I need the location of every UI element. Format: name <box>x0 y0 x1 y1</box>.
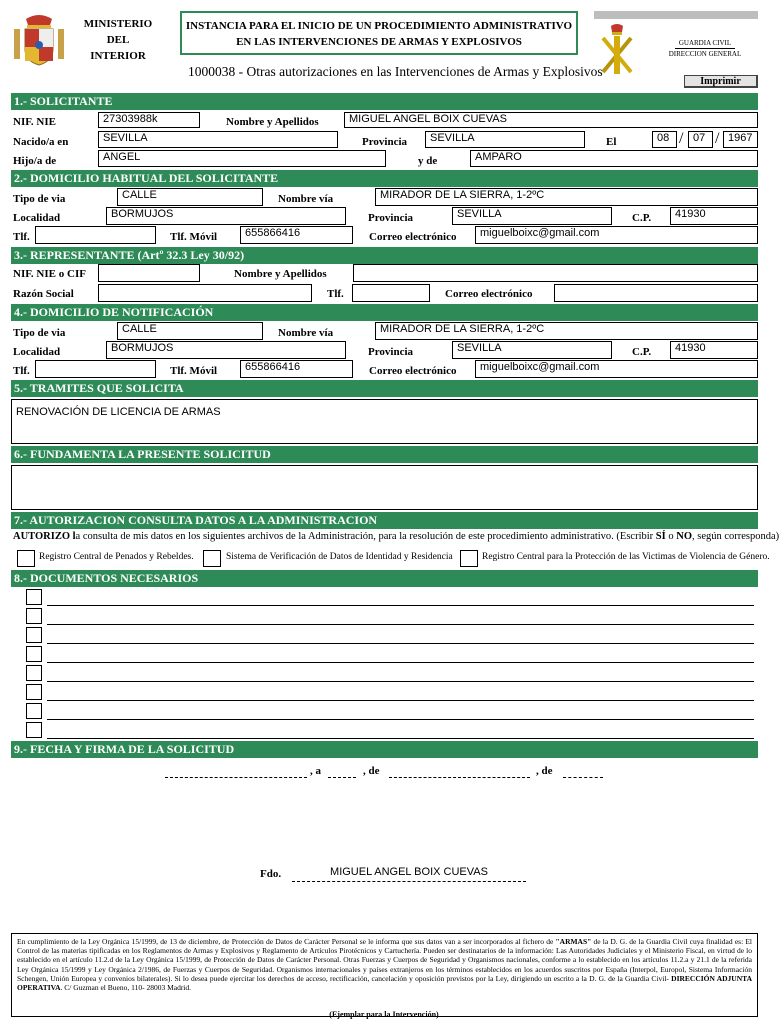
notice-part-1: En cumplimiento de la Ley Orgánica 15/1999, de 13 de diciembre, de Protección de Datos de Carácter Personal se le informa que sus datos van a ser incorporados al fichero de <box>17 937 556 946</box>
nif-field[interactable]: 27303988k <box>98 112 200 128</box>
town-field[interactable]: BORMUJOS <box>106 207 346 225</box>
rep-phone-label: Tlf. <box>327 288 344 300</box>
mobile-label: Tlf. Móvil <box>170 231 218 243</box>
document-checkbox[interactable] <box>26 608 42 624</box>
notice-file-name: "ARMAS" <box>555 937 592 946</box>
province-field[interactable]: SEVILLA <box>452 207 612 225</box>
rep-email-label: Correo electrónico <box>445 288 533 300</box>
notice-part-2: de la D. G. de la Guardia Civil cuya finalidad es: El Control de las materias tipificadas en los Reglamentos de Armas y Explosivos y Reglamento de Artículos Pirotécnicos y Cartuchería. Pueden ser destinatarios de la información: Las Autoridades Judiciales y el Ministerio Fiscal, en virtud de lo establecido en el artículo 11.2.d de la Ley Orgánica 15/1999, de Protección de Datos de Carácter Personal. Otras Fuerzas y Cuerpos de Seguridad y Organismos nacionales, conforme a lo establecido en los artículos 11.2.a y 21.1 de la referida Ley Orgánica 15/1999 y Ley Orgánica 2/1986, de Fuerzas y Cuerpos de Seguridad. Organismos internacionales y países extranjeros en los términos establecidos en los acuerdos suscritos por España (Interpol, Europol, Sistema Información Schengen, Unión Europea y convenios bilaterales). Si lo desea puede ejercitar los derechos de acceso, rectificación, cancelación y oposición previstos por la Ley, dirigiendo un escrito a la D. G. de la Guardia Civil- <box>17 937 752 983</box>
form-title-line-2: EN LAS INTERVENCIONES DE ARMAS Y EXPLOSIVOS <box>236 36 522 48</box>
rep-nif-label: NIF. NIE o CIF <box>13 268 86 280</box>
gc-line-1: GUARDIA CIVIL <box>678 39 732 47</box>
signature-line <box>292 881 526 882</box>
section-3-header: 3.- REPRESENTANTE (Artº 32.3 Ley 30/92) <box>11 247 758 264</box>
and-of-label: y de <box>418 155 438 167</box>
name-label: Nombre y Apellidos <box>226 116 319 128</box>
gc-line-2: DIRECCION GENERAL <box>668 50 742 58</box>
born-label: Nacido/a en <box>13 136 69 148</box>
document-line[interactable] <box>47 624 754 625</box>
section-5-header: 5.- TRAMITES QUE SOLICITA <box>11 380 758 397</box>
violence-checkbox[interactable] <box>460 550 478 567</box>
town-label: Localidad <box>13 212 61 224</box>
notif-via-name-field[interactable]: MIRADOR DE LA SIERRA, 1-2ºC <box>375 322 758 340</box>
document-line[interactable] <box>47 719 754 720</box>
document-checkbox[interactable] <box>26 627 42 643</box>
section-7-header: 7.- AUTORIZACION CONSULTA DATOS A LA ADMINISTRACION <box>11 512 758 529</box>
phone-label: Tlf. <box>13 231 30 243</box>
section-8-header: 8.- DOCUMENTOS NECESARIOS <box>11 570 758 587</box>
via-type-label: Tipo de via <box>13 193 66 205</box>
document-line[interactable] <box>47 681 754 682</box>
section-2-header: 2.- DOMICILIO HABITUAL DEL SOLICITANTE <box>11 170 758 187</box>
document-checkbox[interactable] <box>26 722 42 738</box>
document-checkbox[interactable] <box>26 665 42 681</box>
place-field[interactable] <box>165 777 307 778</box>
notif-town-field[interactable]: BORMUJOS <box>106 341 346 359</box>
document-checkbox[interactable] <box>26 703 42 719</box>
document-checkbox[interactable] <box>26 646 42 662</box>
mother-field[interactable]: AMPARO <box>470 150 758 167</box>
cp-field[interactable]: 41930 <box>670 207 758 225</box>
birth-month-field[interactable]: 07 <box>688 131 713 148</box>
notif-town-label: Localidad <box>13 346 61 358</box>
notice-office: DIRECCIÓN ADJUNTA OPERATIVA <box>17 973 752 993</box>
rep-nif-field[interactable] <box>98 264 200 282</box>
procedures-textarea[interactable]: RENOVACIÓN DE LICENCIA DE ARMAS <box>11 399 758 444</box>
notif-province-label: Provincia <box>368 346 414 358</box>
email-field[interactable]: miguelboixc@gmail.com <box>475 226 758 244</box>
form-code: 1000038 - Otras autorizaciones en las Intervenciones de Armas y Explosivos <box>188 64 603 79</box>
rep-phone-field[interactable] <box>352 284 430 302</box>
violence-label: Registro Central para la Protección de las Victimas de Violencia de Género. <box>482 552 770 562</box>
copy-note: (Ejemplar para la Intervención) <box>329 1010 439 1019</box>
notif-via-type-field[interactable]: CALLE <box>117 322 263 340</box>
document-checkbox[interactable] <box>26 684 42 700</box>
section-6-header: 6.- FUNDAMENTA LA PRESENTE SOLICITUD <box>11 446 758 463</box>
notif-province-field[interactable]: SEVILLA <box>452 341 612 359</box>
notif-cp-label: C.P. <box>632 346 652 358</box>
section-4-header: 4.- DOMICILIO DE NOTIFICACIÓN <box>11 304 758 321</box>
notif-via-type-label: Tipo de via <box>13 327 66 339</box>
birth-province-field[interactable]: SEVILLA <box>425 131 585 148</box>
notif-mobile-label: Tlf. Móvil <box>170 365 218 377</box>
province-label: Provincia <box>368 212 414 224</box>
notif-phone-label: Tlf. <box>13 365 30 377</box>
guardia-civil-emblem <box>597 22 637 78</box>
rep-company-label: Razón Social <box>13 288 74 300</box>
identity-label: Sistema de Verificación de Datos de Identidad y Residencia <box>226 552 453 562</box>
notice-part-3: . C/ Guzman el Bueno, 110- 28003 Madrid. <box>60 983 192 993</box>
gc-header-bar <box>594 11 758 19</box>
identity-checkbox[interactable] <box>203 550 221 567</box>
notif-phone-field[interactable] <box>35 360 156 378</box>
reasons-textarea[interactable] <box>11 465 758 510</box>
via-name-label: Nombre vía <box>278 193 334 205</box>
birth-year-field[interactable]: 1967 <box>723 131 758 148</box>
no-word: NO <box>676 531 692 542</box>
phone-field[interactable] <box>35 226 156 244</box>
rep-email-field[interactable] <box>554 284 758 302</box>
form-title-box <box>180 11 578 55</box>
yes-word: SÍ <box>655 531 666 542</box>
spain-coat-of-arms <box>10 11 68 67</box>
penados-checkbox[interactable] <box>17 550 35 567</box>
father-field[interactable]: ANGEL <box>98 150 386 167</box>
document-line[interactable] <box>47 662 754 663</box>
notif-via-name-label: Nombre vía <box>278 327 334 339</box>
notif-email-label: Correo electrónico <box>369 365 457 377</box>
rep-name-field[interactable] <box>353 264 758 282</box>
via-type-field[interactable]: CALLE <box>117 188 263 206</box>
or-word: o <box>665 531 677 542</box>
date-separator: / <box>715 130 720 147</box>
section-1-header: 1.- SOLICITANTE <box>11 93 758 110</box>
date-a-label: , a <box>310 765 321 777</box>
document-line[interactable] <box>47 700 754 701</box>
document-line[interactable] <box>47 738 754 739</box>
year-field[interactable] <box>563 777 603 778</box>
notif-cp-field[interactable]: 41930 <box>670 341 758 359</box>
mobile-field[interactable]: 655866416 <box>240 226 353 244</box>
email-label: Correo electrónico <box>369 231 457 243</box>
birth-day-field[interactable]: 08 <box>652 131 677 148</box>
data-protection-notice <box>11 933 758 1017</box>
rep-name-label: Nombre y Apellidos <box>234 268 327 280</box>
name-field[interactable]: MIGUEL ANGEL BOIX CUEVAS <box>344 112 758 128</box>
notif-mobile-field[interactable]: 655866416 <box>240 360 353 378</box>
document-line[interactable] <box>47 643 754 644</box>
day-field[interactable] <box>328 777 356 778</box>
date-de-label-2: , de <box>536 765 553 777</box>
via-name-field[interactable]: MIRADOR DE LA SIERRA, 1-2ºC <box>375 188 758 206</box>
ministry-line-1: MINISTERIO <box>83 18 153 30</box>
signer-name: MIGUEL ANGEL BOIX CUEVAS <box>330 866 488 878</box>
document-checkbox[interactable] <box>26 589 42 605</box>
month-field[interactable] <box>389 777 530 778</box>
birth-province-label: Provincia <box>362 136 408 148</box>
rep-company-field[interactable] <box>98 284 312 302</box>
date-separator: / <box>679 130 684 147</box>
authorization-intro: a consulta de mis datos en los siguientes archivos de la Administración, para la resolución de este procedimiento administrativo. (Escribir <box>75 531 656 542</box>
authorization-outro: , según corresponda) <box>691 531 779 542</box>
notif-email-field[interactable]: miguelboixc@gmail.com <box>475 360 758 378</box>
birth-date-label: El <box>606 136 617 148</box>
date-de-label-1: , de <box>363 765 380 777</box>
document-line[interactable] <box>47 605 754 606</box>
ministry-line-2: DEL INTERIOR <box>90 34 146 62</box>
authorization-text <box>13 531 779 542</box>
nif-label: NIF. NIE <box>13 116 56 128</box>
section-9-header: 9.- FECHA Y FIRMA DE LA SOLICITUD <box>11 741 758 758</box>
signature-label: Fdo. <box>260 868 282 880</box>
ministry-name <box>83 16 153 64</box>
born-field[interactable]: SEVILLA <box>98 131 338 148</box>
cp-label: C.P. <box>632 212 652 224</box>
form-title-line-1: INSTANCIA PARA EL INICIO DE UN PROCEDIMIENTO ADMINISTRATIVO <box>185 20 573 32</box>
print-button[interactable]: Imprimir <box>684 75 758 88</box>
gc-name <box>660 38 750 59</box>
authorize-word: AUTORIZO l <box>13 531 76 542</box>
child-of-label: Hijo/a de <box>13 155 57 167</box>
penados-label: Registro Central de Penados y Rebeldes. <box>39 552 194 562</box>
